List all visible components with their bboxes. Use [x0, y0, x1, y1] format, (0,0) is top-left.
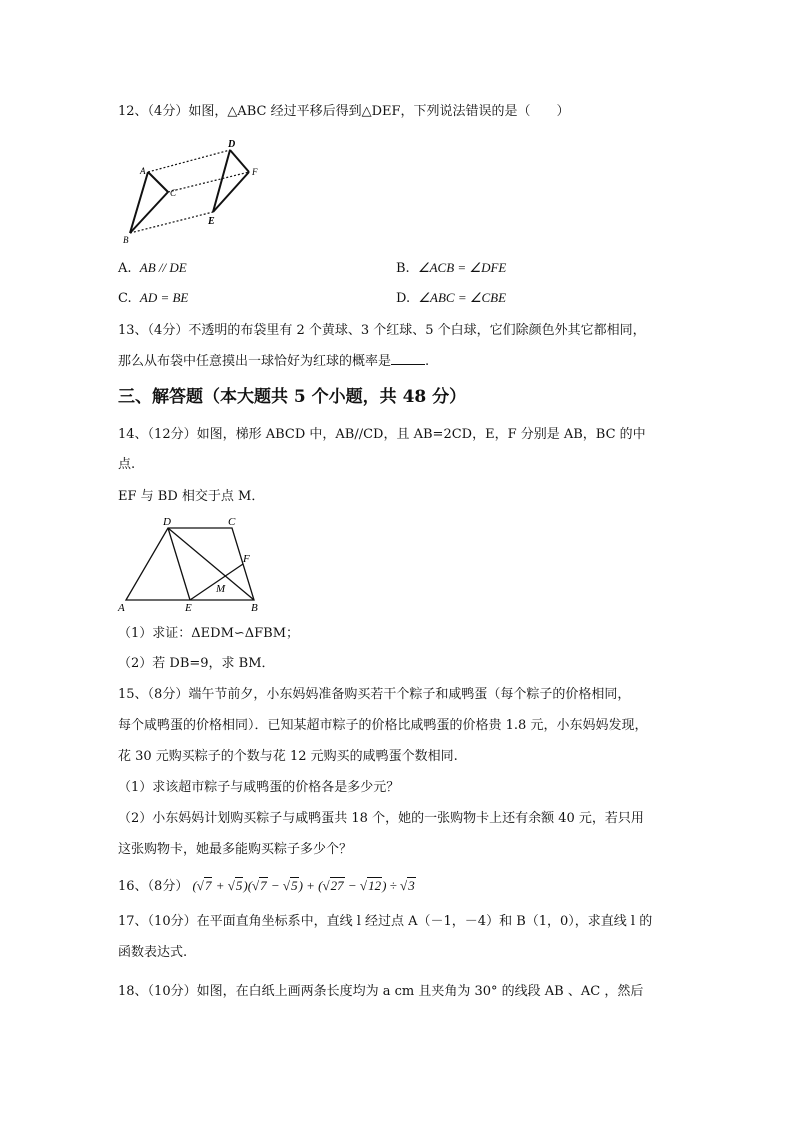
- q16-line: 16、（8分） (√7 + √5)(√7 − √5) + (√27 − √12) ÷ √3: [118, 878, 415, 894]
- q14-line3: EF 与 BD 相交于点 M．: [118, 489, 265, 504]
- q14-label-b: B: [251, 602, 258, 614]
- q14-seg-db: [168, 528, 254, 600]
- q14-label-f: F: [243, 553, 250, 565]
- q12-stem: 12、（4分）如图，△ABC 经过平移后得到△DEF，下列说法错误的是（ ）: [118, 104, 570, 119]
- q13-line1: 13、（4分）不透明的布袋里有 2 个黄球、3 个红球、5 个白球，它们除颜色外其它都相同，: [118, 323, 646, 338]
- q14-label-c: C: [228, 516, 236, 528]
- q17-line1: 17、（10分）在平面直角坐标系中，直线 l 经过点 A（－1，－4）和 B（1，0），求直线 l 的: [118, 914, 653, 929]
- q15-part1: （1）求该超市粽子与咸鸭蛋的价格各是多少元？: [118, 780, 400, 795]
- q15-line2: 每个咸鸭蛋的价格相同）．已知某超市粽子的价格比咸鸭蛋的价格贵 1.8 元，小东妈妈发现，: [118, 718, 648, 733]
- q15-part2-line1: （2）小东妈妈计划购买粽子与咸鸭蛋共 18 个，她的一张购物卡上还有余额 40 元，若只用: [118, 811, 644, 826]
- q12-translation-figure: [118, 130, 268, 248]
- q14-label-d: D: [163, 516, 171, 528]
- q12-seg-ac: [148, 172, 168, 192]
- q12-option-a: A. AB // DE: [118, 260, 187, 276]
- q15-line3: 花 30 元购买粽子的个数与花 12 元购买的咸鸭蛋个数相同.: [118, 749, 458, 764]
- q16-expression: (√7 + √5)(√7 − √5) + (√27 − √12) ÷ √3: [192, 878, 415, 893]
- q13-line2: 那么从布袋中任意摸出一球恰好为红球的概率是 .: [118, 354, 430, 369]
- q18-line1: 18、（10分）如图，在白纸上画两条长度均为 a cm 且夹角为 30° 的线段 AB 、AC ，然后: [118, 984, 644, 999]
- q12-label-a: A: [140, 166, 146, 176]
- q14-part1: （1）求证：ΔEDM∽ΔFBM；: [118, 626, 300, 641]
- q12-label-b: B: [123, 235, 129, 245]
- q12-label-c: C: [170, 188, 177, 198]
- q14-line2: 点.: [118, 457, 136, 472]
- q17-line2: 函数表达式.: [118, 945, 188, 960]
- q14-seg-de: [168, 528, 190, 600]
- q13-answer-blank: [391, 352, 425, 365]
- q12-label-e: E: [208, 216, 215, 227]
- q12-option-d: D. ∠ABC = ∠CBE: [396, 290, 507, 306]
- q15-part2-line2: 这张购物卡，她最多能购买粽子多少个？: [118, 842, 353, 857]
- section-3-heading: 三、解答题（本大题共 5 个小题，共 48 分）: [118, 387, 467, 407]
- q14-label-a: A: [118, 602, 125, 614]
- q14-part2: （2）若 DB=9，求 BM．: [118, 656, 275, 671]
- q12-option-b: B. ∠ACB = ∠DFE: [396, 260, 507, 276]
- q12-label-f: F: [252, 167, 258, 177]
- q14-line1: 14、（12分）如图，梯形 ABCD 中，AB//CD，且 AB=2CD，E，F 分别是 AB，BC 的中: [118, 427, 646, 442]
- q14-label-m: M: [216, 583, 226, 595]
- q14-trapezoid-figure: [114, 510, 274, 616]
- q12-option-c: C. AD = BE: [118, 290, 189, 306]
- q15-line1: 15、（8分）端午节前夕，小东妈妈准备购买若干个粽子和咸鸭蛋（每个粽子的价格相同，: [118, 687, 631, 702]
- q12-label-d: D: [228, 139, 236, 150]
- q12-seg-df: [230, 150, 249, 172]
- q14-trapezoid-abcd: [126, 528, 254, 600]
- q14-label-e: E: [185, 602, 192, 614]
